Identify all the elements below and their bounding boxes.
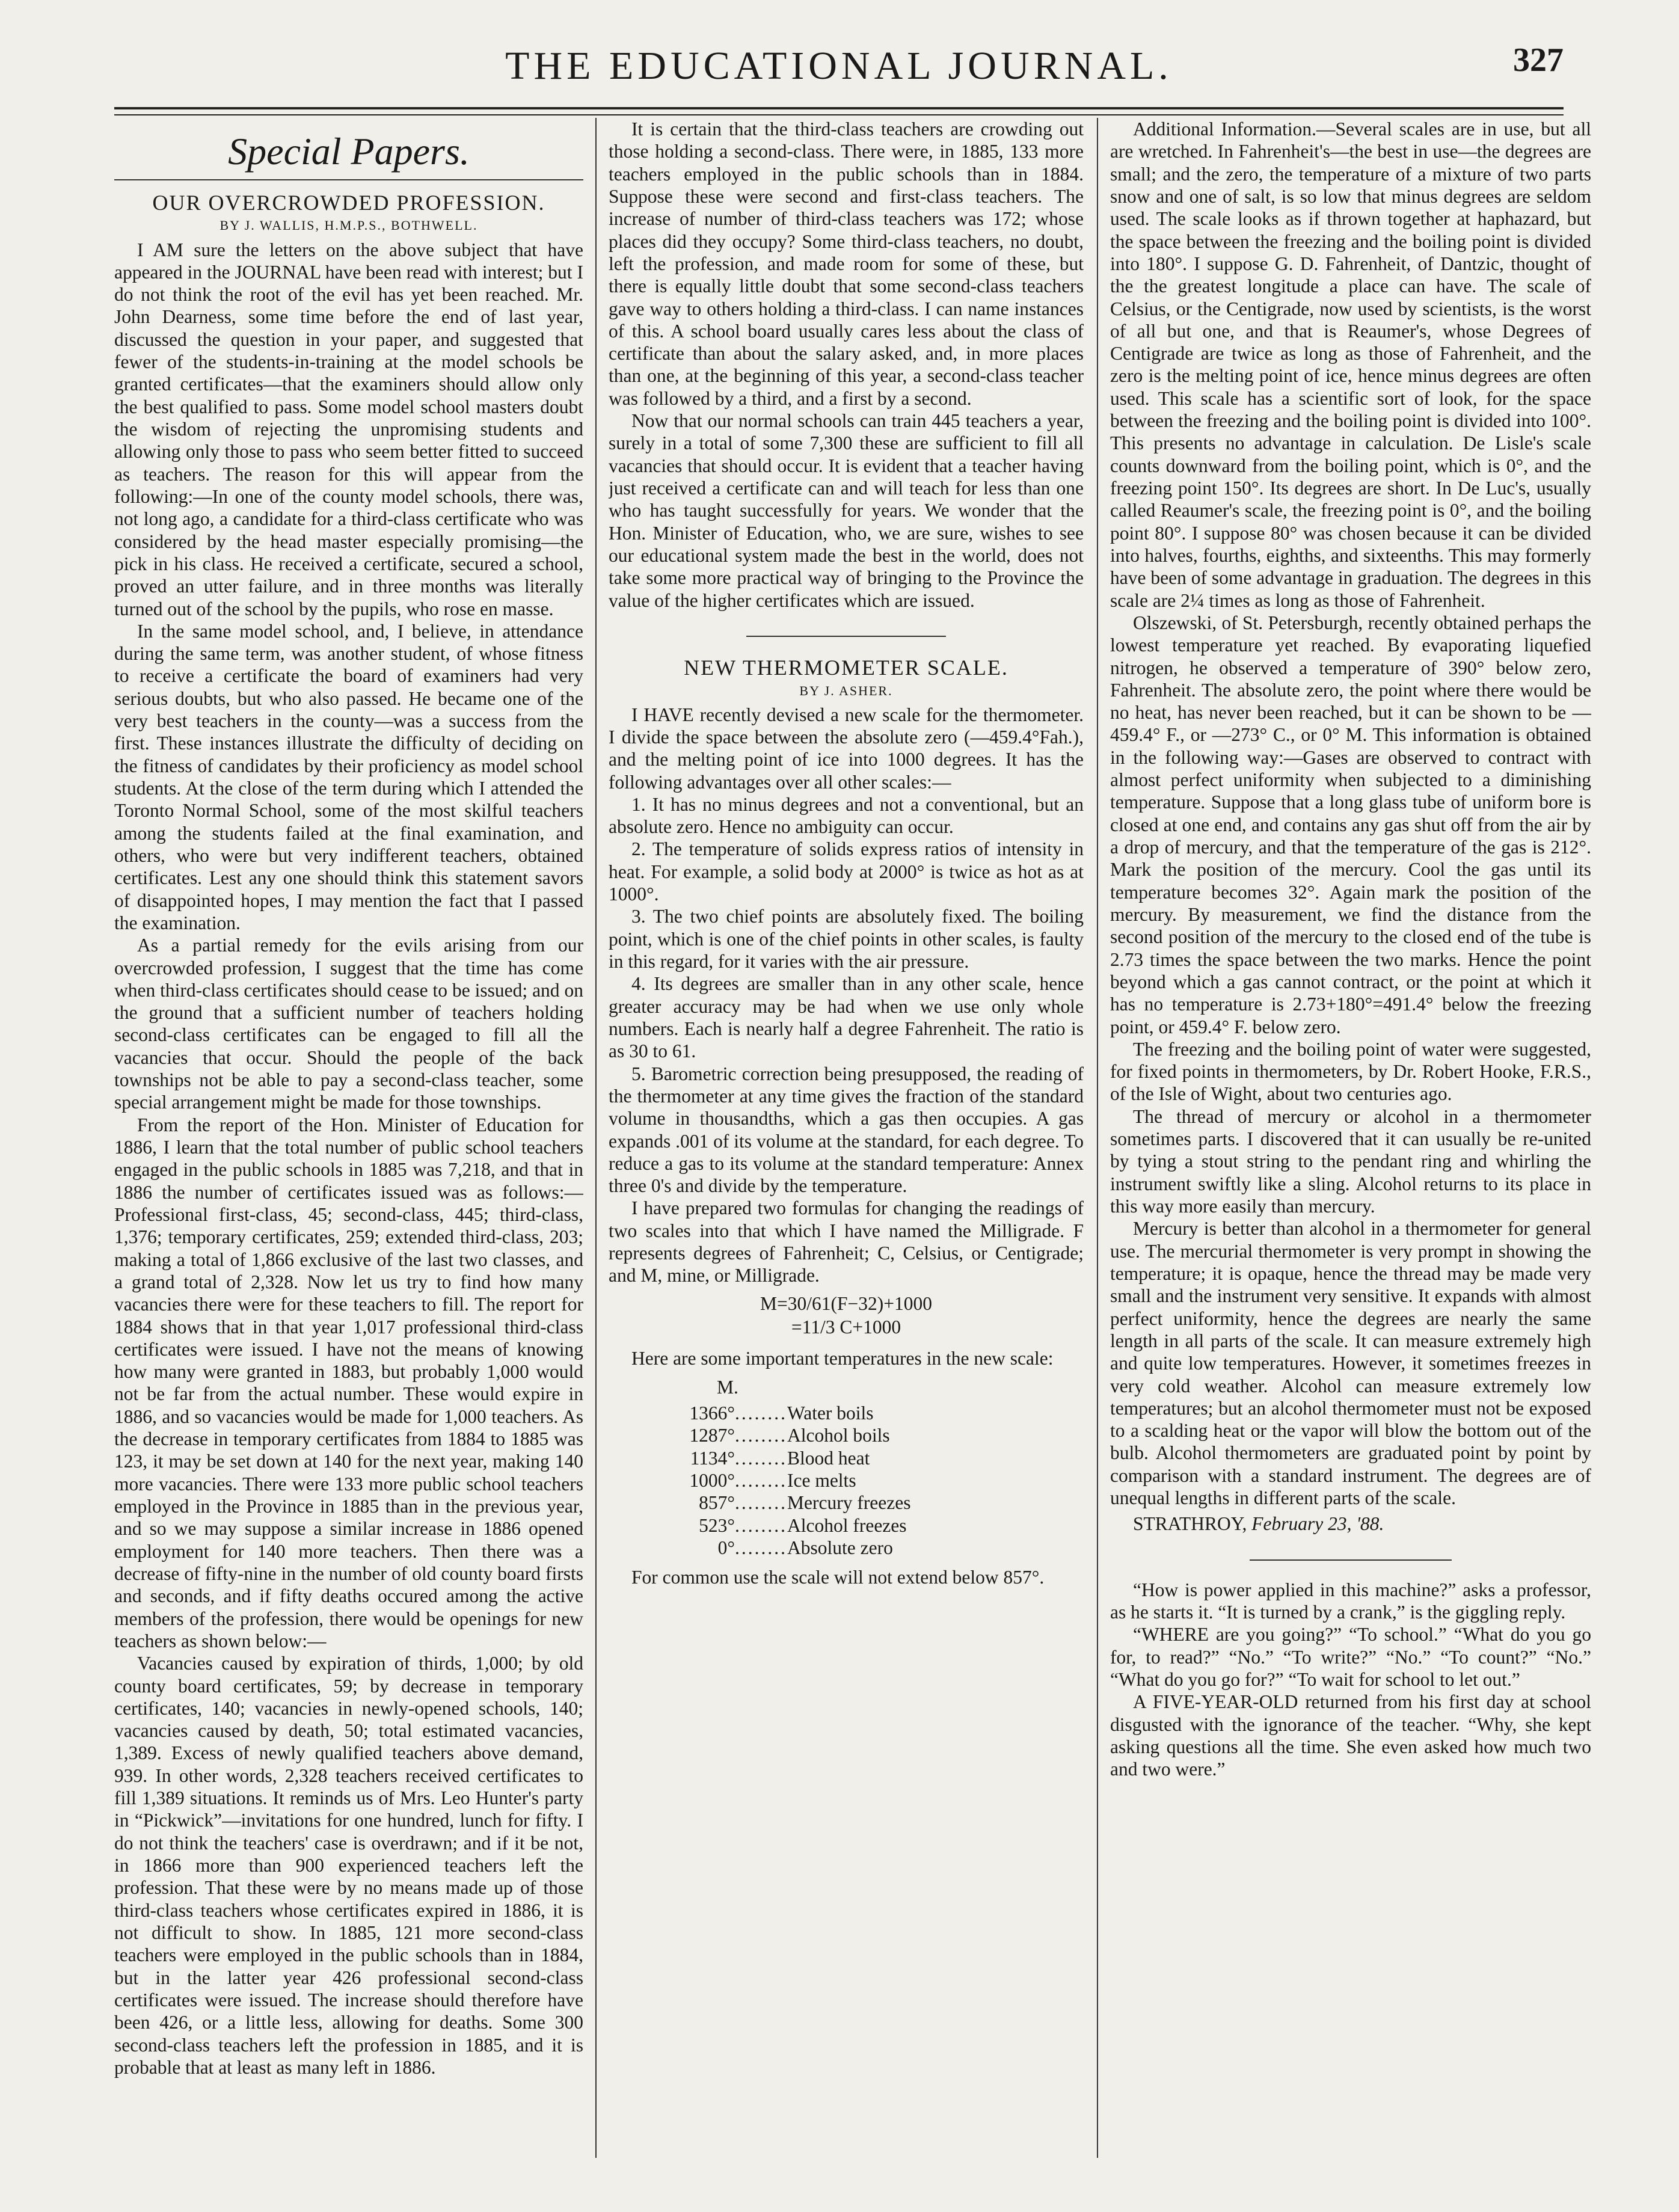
header-rule	[114, 107, 1564, 109]
temperature-value: 1134°	[690, 1447, 735, 1469]
paragraph: As a partial remedy for the evils arising from our overcrowded profession, I suggest that the time has come when third-class certificates should cease to be issued; and on the ground that a sufficient number of teachers holding second-class certificates can be engaged to fill all the vacancies that occur. Should the people of the back townships not be able to pay a second-class teacher, some special arrangement might be made for those townships.	[114, 935, 583, 1113]
paragraph: 5. Barometric correction being presupposed, the reading of the thermometer at any time gives the fraction of the standard volume in thousandths, which a gas then occupies. A gas expands .001 of its volume at the standard, for each degree. To reduce a gas to its volume at the standard temperature: Annex three 0's and divide by the temperature.	[609, 1063, 1084, 1197]
temperature-value: 523°	[699, 1514, 735, 1536]
paragraph: The freezing and the boiling point of water were suggested, for fixed points in thermometers, by Dr. Robert Hooke, F.R.S., of the Isle of Wight, about two centuries ago.	[1110, 1038, 1591, 1105]
temperature-value: 1287°	[689, 1425, 735, 1446]
paragraph: 3. The two chief points are absolutely fixed. The boiling point, which is one of the chief points in other scales, is faulty in this regard, for it varies with the air pressure.	[609, 906, 1084, 972]
paragraph: The thread of mercury or alcohol in a thermometer sometimes parts. I discovered that it can usually be re-united by tying a stout string to the pendant ring and whirling the instrument swiftly like a sling. Alcohol returns to its place in this way more easily than mercury.	[1110, 1105, 1591, 1217]
temps-header: M.	[717, 1376, 738, 1398]
column-3	[1110, 118, 1591, 2176]
column-1	[114, 118, 583, 2176]
leader-dots: ........	[735, 1402, 787, 1424]
temperature-label: Absolute zero	[787, 1537, 893, 1558]
temperature-value: 1000°	[689, 1470, 735, 1492]
article-title: OUR OVERCROWDED PROFESSION.	[152, 190, 545, 215]
article-byline: BY J. ASHER.	[799, 683, 893, 698]
article-divider	[1250, 1559, 1452, 1561]
formula	[609, 1292, 1084, 1339]
temperature-label: Blood heat	[787, 1447, 870, 1469]
paragraph: “WHERE are you going?” “To school.” “What do you go for, to read?” “No.” “To write?” “No.” “To count?” “No.” “What do you go for?” “To wait for school to let out.”	[1110, 1624, 1591, 1690]
paragraph: 4. Its degrees are smaller than in any other scale, hence greater accuracy may be had when we use only whole numbers. Each is nearly half a degree Fahrenheit. The ratio is as 30 to 61.	[609, 973, 1084, 1062]
temperature-row	[669, 1492, 1084, 1514]
paragraph: From the report of the Hon. Minister of Education for 1886, I learn that the total number of public school teachers engaged in the public schools in 1885 was 7,218, and that in 1886 the number of certificates issued was as follows:—Professional first-class, 45; second-class, 445; third-class, 1,376; temporary certificates, 259; extended third-class, 203; making a total of 1,866 exclusive of the last two classes, and a grand total of 2,328. Now let us try to find how many vacancies there were for these teachers to fill. The report for 1884 shows that in that year 1,017 professional third-class certificates were issued. I have not the means of knowing how many were granted in 1883, but probably 1,000 would not be far from the actual number. These would expire in 1886, and so vacancies would be made for 1,000 teachers. As the decrease in temporary certificates from 1884 to 1885 was 123, it may be set down at 140 for the next year, making 140 more vacancies. There were 133 more public school teachers employed in the Province in 1885 than in the previous year, and so we may suppose a similar increase in 1886 opened employment for 140 more teachers. Then there was a decrease of fifty-nine in the number of old county board firsts and seconds, and if fifty deaths occured among the active members of the profession, there would be openings for new teachers as shown below:—	[114, 1114, 583, 1651]
paragraph: Here are some important temperatures in the new scale:	[631, 1348, 1054, 1369]
temperature-label: Alcohol boils	[787, 1425, 890, 1446]
temperature-label: Ice melts	[787, 1470, 856, 1492]
signature-place: STRATHROY,	[1133, 1513, 1247, 1535]
paragraph: Olszewski, of St. Petersburgh, recently obtained perhaps the lowest temperature yet reached. By evaporating liquefied nitrogen, he observed a temperature of 390° below zero, Fahrenheit. The absolute zero, the point where there would be no heat, has never been reached, but it can be shown to be —459.4° F., or —273° C., or 0° M. This information is obtained in the following way:—Gases are observed to contract with almost perfect uniformity when subjected to a diminishing temperature. Suppose that a long glass tube of uniform bore is closed at one end, and contains any gas shut off from the air by a drop of mercury, and that the temperature of the gas is 212°. Mark the position of the mercury. Cool the gas until its temperature becomes 32°. Again mark the position of the mercury. By measurement, we find the distance from the second position of the mercury to the closed end of the tube is 2.73 times the space between the two marks. Hence the point beyond which a gas cannot contract, or the point at which it has no temperature is 2.73+180°=491.4° below the freezing point, or 459.4° F. below zero.	[1110, 612, 1591, 1037]
paragraph: 2. The temperature of solids express ratios of intensity in heat. For example, a solid body at 2000° is twice as hot as at 1000°.	[609, 838, 1084, 905]
article-byline: BY J. WALLIS, H.M.P.S., BOTHWELL.	[219, 218, 478, 233]
section-rule	[114, 179, 583, 180]
temperature-value: 0°	[717, 1537, 735, 1558]
leader-dots: ........	[735, 1425, 787, 1446]
column-2	[609, 118, 1084, 2176]
paragraph: I HAVE recently devised a new scale for the thermometer. I divide the space between the absolute zero (—459.4°Fah.), and the melting point of ice into 1000 degrees. It has the following advantages over all other scales:—	[609, 704, 1084, 793]
temperature-row	[669, 1424, 1084, 1446]
article-divider	[746, 636, 946, 637]
column-divider	[1097, 118, 1098, 2158]
journal-title: THE EDUCATIONAL JOURNAL.	[505, 44, 1173, 88]
paragraph: Additional Information.—Several scales are in use, but all are wretched. In Fahrenheit's—the best in use—the degrees are small; and the zero, the temperature of a mixture of two parts snow and one of salt, is so low that minus degrees are seldom used. The scale looks as if thrown together at haphazard, but the space between the freezing and the boiling point is divided into 180°. I suppose G. D. Fahrenheit, of Dantzic, thought of the the greatest longitude a place can have. The scale of Celsius, or the Centigrade, now used by scientists, is the worst of all but one, and that is Reaumer's, whose Degrees of Centigrade are twice as long as those of Fahrenheit, and the zero is the melting point of ice, hence minus degrees are often used. This scale has a scientific sort of look, for the space between the freezing and the boiling point is divided into 100°. This presents no advantage in calculation. De Lisle's scale counts downward from the boiling point, which is 0°, and the freezing point 150°. Its degrees are short. In De Luc's, usually called Reaumer's scale, the freezing point is 0°, and the boiling point 80°. I suppose 80° was chosen because it can be divided into halves, fourths, eighths, and sixteenths. This may formerly have been of some advantage in graduation. The degrees in this scale are 2¼ times as long as those of Fahrenheit.	[1110, 118, 1591, 611]
paragraph: It is certain that the third-class teachers are crowding out those holding a second-class. There were, in 1885, 133 more teachers employed in the public schools than in 1884. Suppose these were second and first-class teachers. The increase of number of third-class teachers was 172; whose places did they occupy? Some third-class teachers, no doubt, left the profession, and made room for some of these, but there is equally little doubt that some second-class teachers gave way to others holding a third-class. I can name instances of this. A school board usually cares less about the class of certificate than about the salary asked, and, in more places than one, at the beginning of this year, a second-class teacher was followed by a third, and a first by a second.	[609, 118, 1084, 409]
leader-dots: ........	[735, 1514, 787, 1536]
paragraph: 1. It has no minus degrees and not a conventional, but an absolute zero. Hence no ambiguity can occur.	[609, 793, 1084, 838]
temperature-list	[669, 1402, 1084, 1559]
page-number: 327	[1513, 41, 1564, 79]
signature	[1110, 1513, 1591, 1535]
temperature-row	[669, 1447, 1084, 1469]
formula-line: M=30/61(F−32)+1000	[760, 1292, 933, 1314]
paragraph: For common use the scale will not extend below 857°.	[631, 1567, 1045, 1588]
leader-dots: ........	[735, 1492, 787, 1514]
header-rule-thin	[114, 114, 1564, 115]
temperature-row	[669, 1537, 1084, 1559]
signature-date: February 23, '88.	[1251, 1513, 1384, 1535]
temperature-label: Mercury freezes	[787, 1492, 911, 1514]
paragraph: I have prepared two formulas for changing the readings of two scales into that which I have named the Milligrade. F represents degrees of Fahrenheit; C, Celsius, or Centigrade; and M, mine, or Milligrade.	[609, 1197, 1084, 1286]
column-divider	[595, 118, 597, 2158]
paragraph: Now that our normal schools can train 445 teachers a year, surely in a total of some 7,300 these are sufficient to fill all vacancies that should occur. It is evident that a teacher having just received a certificate can and will teach for less than one who has taught successfully for years. We wonder that the Hon. Minister of Education, who, we are sure, wishes to see our educational system made the best in the world, does not take some more practical way of bringing to the Province the value of the higher certificates which are issued.	[609, 410, 1084, 611]
paragraph: A FIVE-YEAR-OLD returned from his first day at school disgusted with the ignorance of the teacher. “Why, she kept asking questions all the time. She even asked how much two and two were.”	[1110, 1691, 1591, 1780]
paragraph: In the same model school, and, I believe, in attendance during the same term, was another student, of whose fitness to receive a certificate the board of examiners had very serious doubts, but who also passed. He became one of the very best teachers in the county—was a success from the first. These instances illustrate the difficulty of deciding on the fitness of candidates by their proficiency as model school students. At the close of the term during which I attended the Toronto Normal School, some of the most skilful teachers among the students failed at the final examination, and others, who were but very indifferent teachers, obtained certificates. Lest any one should think this statement savors of disappointed hopes, I may mention the fact that I passed the examination.	[114, 620, 583, 933]
leader-dots: ........	[735, 1447, 787, 1469]
section-title: Special Papers.	[228, 130, 470, 173]
temperature-value: 857°	[699, 1492, 735, 1514]
temperature-row	[669, 1514, 1084, 1537]
formula-line: =11/3 C+1000	[791, 1316, 901, 1338]
paragraph: Vacancies caused by expiration of thirds, 1,000; by old county board certificates, 59; by decrease in temporary certificates, 140; vacancies in newly-opened schools, 140; vacancies caused by death, 50; total estimated vacancies, 1,389. Excess of newly qualified teachers above demand, 939. In other words, 2,328 teachers received certificates to fill 1,389 situations. It reminds us of Mrs. Leo Hunter's party in “Pickwick”—invitations for one hundred, lunch for fifty. I do not think the teachers' case is overdrawn; and if it be not, in 1866 more than 900 experienced teachers left the profession. That these were by no means made up of those third-class teachers whose certificates expired in 1886, it is not difficult to show. In 1885, 121 more second-class teachers were employed in the public schools than in 1884, but in the latter year 426 professional second-class certificates were issued. The increase should therefore have been 426, or a little less, allowing for deaths. Some 300 second-class teachers left the profession in 1885, and it is probable that at least as many left in 1886.	[114, 1653, 583, 2078]
temperature-row	[669, 1402, 1084, 1424]
article-title: NEW THERMOMETER SCALE.	[684, 655, 1008, 680]
temperature-label: Water boils	[787, 1402, 874, 1424]
temperature-row	[669, 1469, 1084, 1492]
masthead	[114, 36, 1564, 102]
paragraph: “How is power applied in this machine?” asks a professor, as he starts it. “It is turned by a crank,” is the giggling reply.	[1110, 1579, 1591, 1623]
paragraph: I AM sure the letters on the above subject that have appeared in the JOURNAL have been read with interest; but I do not think the root of the evil has yet been reached. Mr. John Dearness, some time before the end of last year, discussed the question in your paper, and suggested that fewer of the students-in-training at the model schools be granted certificates—that the examiners should allow only the best qualified to pass. Some model school masters doubt the wisdom of rejecting the unpromising students and allowing only those to pass who seem better fitted to succeed as teachers. The reason for this will appear from the following:—In one of the county model schools, there was, not long ago, a candidate for a third-class certificate who was considered by the head master especially promising—the pick in his class. He received a certificate, secured a school, proved an utter failure, and in three months was literally turned out of the school by the pupils, who rose en masse.	[114, 239, 583, 619]
leader-dots: ........	[735, 1537, 787, 1558]
paragraph: Mercury is better than alcohol in a thermometer for general use. The mercurial thermometer is very prompt in showing the temperature; it is opaque, hence the thread may be made very small and the instrument very sensitive. It expands with almost perfect uniformity, hence the degrees are nearly the same length in all parts of the scale. It can measure extremely high and quite low temperatures. However, it sometimes freezes in very cold weather. Alcohol can measure extremely low temperatures; but an alcohol thermometer must not be exposed to a scalding heat or the vapor will blow the bottom out of the bulb. Alcohol thermometers are graduated point by point by comparison with a standard instrument. The degrees are of unequal lengths in different parts of the scale.	[1110, 1218, 1591, 1509]
temperature-value: 1366°	[689, 1402, 735, 1424]
temperature-label: Alcohol freezes	[787, 1514, 907, 1536]
leader-dots: ........	[735, 1470, 787, 1492]
